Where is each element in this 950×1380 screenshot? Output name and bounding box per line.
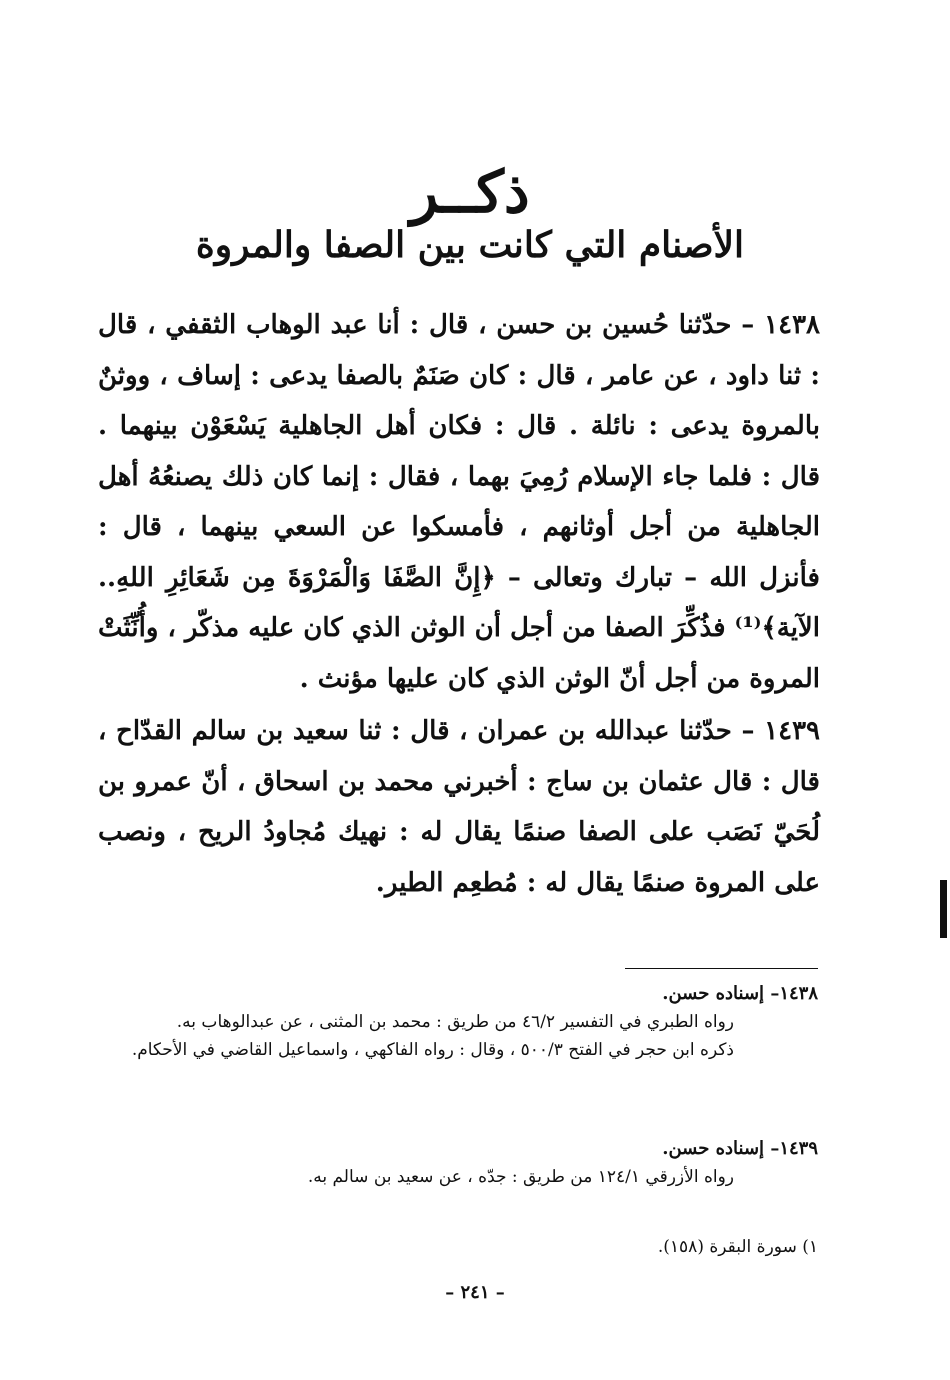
hadith-1439-text: ١٤٣٩ – حدّثنا عبدالله بن عمران ، قال : ثنا سعيد بن سالم القدّاح ، قال : قال عثمان بن ساج : أخبرني محمد بن اسحاق ، أنّ عمرو بن لُحَيّ نَصَب على الصفا صنمًا يقال له : نهيك مُجاودُ الريح ، ونصب على المروة صنمًا يقال له : مُطعِم الطير. <box>98 716 820 898</box>
footnote-1439-head: ١٤٣٩– إسناده حسن. <box>662 1138 818 1159</box>
page-number: – ٢٤١ – <box>445 1282 505 1303</box>
margin-mark <box>940 880 947 938</box>
section-subtitle: الأصنام التي كانت بين الصفا والمروة <box>195 224 745 266</box>
quran-footnote: ١) سورة البقرة (١٥٨). <box>657 1237 818 1257</box>
footnote-1438 <box>90 980 818 1064</box>
footnote-1439 <box>90 1135 818 1191</box>
section-heading: ذكــر <box>410 158 530 226</box>
footnote-1438-line: ذكره ابن حجر في الفتح ٥٠٠/٣ ، وقال : رواه الفاكهي ، واسماعيل القاضي في الأحكام. <box>131 1040 734 1060</box>
hadith-1438-text: ١٤٣٨ – حدّثنا حُسين بن حسن ، قال : أنا عبد الوهاب الثقفي ، قال : ثنا داود ، عن عامر ، قال : كان صَنَمٌ بالصفا يدعى : إساف ، ووثنٌ بالمروة يدعى : نائلة . قال : فكان أهل الجاهلية يَسْعَوْن بينهما . قال : فلما جاء الإسلام رُمِيَ بهما ، فقال : إنما كان ذلك يصنعُهُ أهل الجاهلية من أجل أوثانهم ، فأمسكوا عن السعي بينهما ، قال : فأنزل الله – تبارك وتعالى – ﴿إِنَّ الصَّفَا وَالْمَرْوَةَ مِن شَعَائِرِ اللهِ.. الآية﴾⁽¹⁾ فذُكِّرَ الصفا من أجل أن الوثن الذي كان عليه مذكّر ، وأُنِّثَتْ المروة من أجل أنّ الوثن الذي كان عليها مؤنث . <box>98 310 820 694</box>
footnote-1439-line: رواه الأزرقي ١٢٤/١ من طريق : جدّه ، عن سعيد بن سالم به. <box>307 1167 734 1187</box>
footnote-1438-head: ١٤٣٨– إسناده حسن. <box>662 983 818 1004</box>
footnote-1438-line: رواه الطبري في التفسير ٤٦/٢ من طريق : محمد بن المثنى ، عن عبدالوهاب به. <box>176 1012 734 1032</box>
footnote-divider <box>625 968 818 969</box>
